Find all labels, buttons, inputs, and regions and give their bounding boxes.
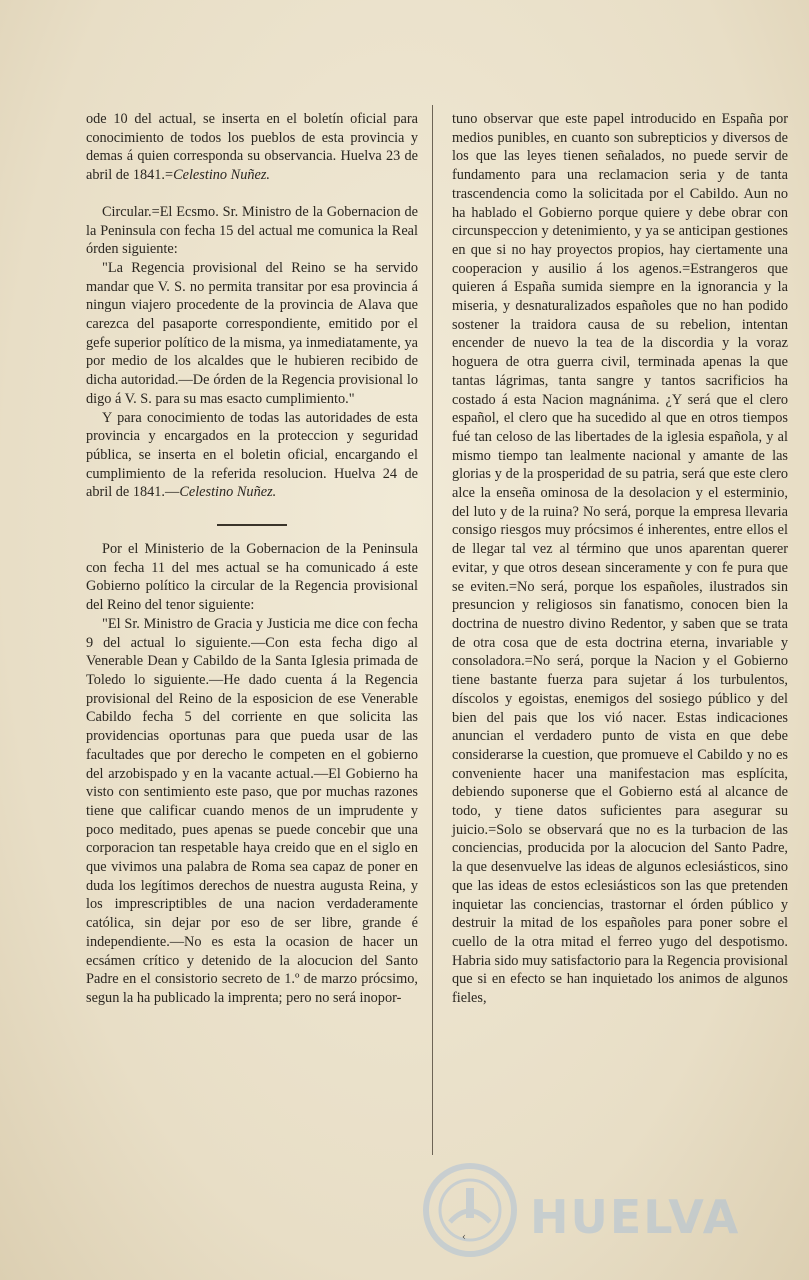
printer-mark: ‹ [462, 1232, 466, 1243]
paragraph-text: Y para conocimiento de todas las autoridades de esta provincia y encargados en la proteccion y seguridad pública, se inserta en el boletin oficial, encargando el cumplimiento de la referida resolucion. Huelva 24 de abril de 1841.— [86, 409, 418, 501]
paragraph-justice-ministry: "El Sr. Ministro de Gracia y Justicia me dice con fecha 9 del actual lo siguiente.—Con esta fecha digo al Venerable Dean y Cabildo de la Santa Iglesia primada de Toledo lo siguiente.—He dado cuenta á la Regencia provisional del Reino de la esposicion de ese Venerable Cabildo fecha 5 del corriente en que solicita las providencias oportunas para que pueda usar de las facultades que por derecho le competen en el gobierno del arzobispado y en la vacante actual.—El Gobierno ha visto con sentimiento este paso, que por muchas razones tiene que calificar cuando menos de un imprudente y poco meditado, pues apenas se puede concebir que una corporacion tan respetable haya creido que en el siglo en que vivimos una palabra de Roma sea capaz de poner en duda los legítimos derechos de nuestra augusta Reina, y los imprescriptibles de una nacion verdaderamente católica, sin dejar por eso de ser libre, grande é independiente.—No es esta la ocasion de hacer un ecsámen crítico y detenido de la alocucion del Santo Padre en el consistorio secreto de 1.º de marzo prócsimo, segun la ha publicado la imprenta; pero no será inopor- [86, 615, 418, 1006]
paragraph-circular: Circular.=El Ecsmo. Sr. Ministro de la Gobernacion de la Peninsula con fecha 15 del actual me comunica la Real órden siguiente: [86, 203, 418, 258]
watermark-text: HUELVA [530, 1190, 741, 1244]
signature: Celestino Nuñez. [179, 484, 277, 501]
paragraph-publication-notice [86, 409, 418, 503]
paragraph-closing-order [86, 110, 418, 185]
section-divider [217, 524, 287, 526]
left-column [86, 110, 418, 1008]
signature: Celestino Nuñez. [173, 167, 270, 184]
paragraph-royal-order: "La Regencia provisional del Reino se ha servido mandar que V. S. no permita transitar por esa provincia á ningun viajero procedente de la provincia de Alava que carezca del pasaporte correspondiente, emitido por el gefe superior político de la misma, ya inmediatamente, ya por medio de los alcaldes que le hubieren recibido de dicha autoridad.—De órden de la Regencia provisional lo digo á V. S. para su mas esacto cumplimiento." [86, 259, 418, 407]
seal-icon [420, 1160, 520, 1260]
paragraph-text: ode 10 del actual, se inserta en el boletín oficial para conocimiento de todos los pueblos de esta provincia y demas á quien corresponda su observancia. Huelva 23 de abril de 1841.= [86, 111, 418, 184]
archive-watermark [400, 1160, 780, 1260]
right-column [452, 110, 788, 1008]
paragraph-ministry-circular: Por el Ministerio de la Gobernacion de la Peninsula con fecha 11 del mes actual se ha comunicado á este Gobierno político la circular de la Regencia provisional del Reino del tenor siguiente: [86, 541, 418, 614]
column-divider [432, 105, 433, 1155]
paragraph-continuation: tuno observar que este papel introducido en España por medios punibles, en cuanto son subrepticios y diversos de los que las leyes tienen señalados, no puede servir de fundamento para una reclamacion seria y de tanta trascendencia como la solicitada por el Cabildo. Aun no ha hablado el Gobierno porque quiere y debe obrar con circunspeccion y detenimiento, y ya se anticipan gestiones en que si no hay proyectos propios, hay ciertamente una cooperacion y ausilio á los agenos.=Estrangeros que quieren á España sumida siempre en la ignorancia y la miseria, y desnaturalizados españoles que no han podido sostener la traidora causa de su rebelion, intentan encender de nuevo la tea de la discordia y la voraz hoguera de otra guerra civil, terminada apenas la que tantas lágrimas, tanta sangre y tantos sacrificios ha costado á esta Nacion magnánima. ¿Y será que el clero español, el clero que ha sucedido al que en otros tiempos fué tan celoso de las libertades de la iglesia española, y al mismo tiempo tan lealmente nacional y amante de las glorias y de la prosperidad de su patria, será que este clero alce la enseña ominosa de la desolacion y el esterminio, del luto y de la ruina? No será, porque la empresa llevaria consigo riesgos muy prócsimos é inherentes, entre ellos el de llegar tal vez al término que unos aparentan querer evitar, y que otros desean sinceramente y con fe pura que se eviten.=No será, porque los españoles, ilustrados sin presuncion y religiosos sin fanatismo, conocen bien la doctrina de nuestro divino Redentor, y saben que se trata de otra cosa que de esta doctrina eterna, invariable y consoladora.=No será, porque la Nacion y el Gobierno tiene bastante fuerza para sujetar á los turbulentos, díscolos y egoistas, enemigos del sosiego público y del bien del pais que los vió nacer. Estas indicaciones anuncian el verdadero punto de vista en que debe considerarse la cuestion, que promueve el Cabildo y no es conveniente hacer una manifestacion mas esplícita, debiendo suponerse que el Gobierno está al alcance de todo, y tiene datos suficientes para asegurar su juicio.=Solo se observará que no es la turbacion de las conciencias, producida por la alocucion del Santo Padre, la que desenvuelve las ideas de algunos eclesiásticos, sino que las ideas de estos eclesiásticos son las que pretenden inquietar las conciencias, trastornar el órden público y destruir la mitad de los españoles para poner sobre el cuello de la otra mitad el ferreo yugo del despotismo. Habria sido muy satisfactorio para la Regencia provisional que si en efecto se han inquietado los animos de algunos fieles, [452, 111, 788, 1007]
